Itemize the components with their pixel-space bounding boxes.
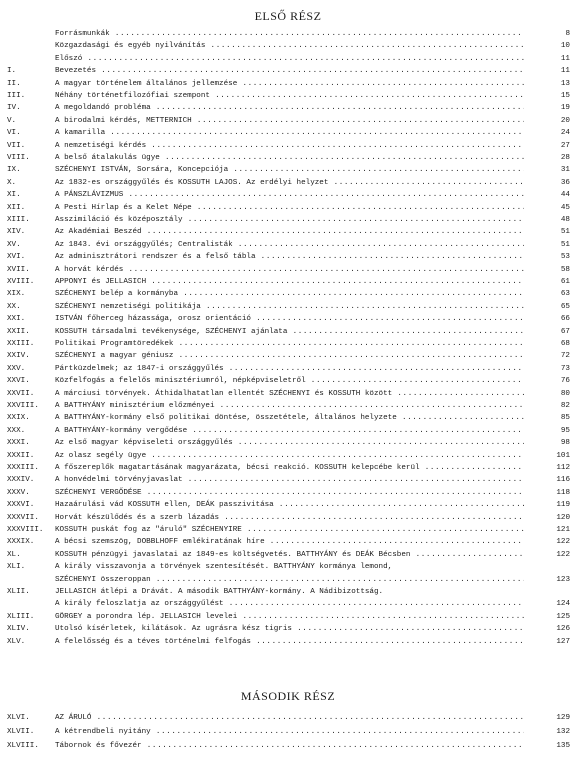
toc-entry-number: XXXIII. xyxy=(7,464,39,472)
toc-entry-title: A magyar történelem általános jellemzése ..... xyxy=(55,78,524,90)
toc-entry-page: 120 xyxy=(530,512,570,524)
toc-entry xyxy=(0,512,576,524)
toc-entry-page: 11 xyxy=(530,53,570,65)
toc-entry-number: XIV. xyxy=(7,228,26,237)
toc-entry-page: 51 xyxy=(530,226,570,238)
toc-entry xyxy=(0,712,576,724)
toc-entry xyxy=(0,239,576,251)
toc-entry-title: Az olasz segély ügye ..... xyxy=(55,450,524,462)
toc-entry-number: XXIV. xyxy=(7,352,30,361)
toc-entry xyxy=(0,276,576,288)
toc-entry-page: 122 xyxy=(530,549,570,561)
toc-entry-number: XLII. xyxy=(7,588,30,596)
toc-entry-title: KOSSUTH pénzügyi javaslatai az 1849-es költségvetés. BATTHYÁNY és DEÁK Bécsben ..... xyxy=(55,549,524,561)
toc-entry-page: 66 xyxy=(530,313,570,325)
toc-entry xyxy=(0,350,576,362)
toc-entry-title: SZÉCHENYI VERGŐDÉSE ..... xyxy=(55,487,524,499)
toc-entry xyxy=(0,474,576,486)
toc-entry-number: XXX. xyxy=(7,426,26,435)
toc-entry xyxy=(0,177,576,189)
toc-entry-title: A felelősség és a téves történelmi felfogás ..... xyxy=(55,636,524,648)
toc-entry-page: 13 xyxy=(530,78,570,90)
toc-entry-title: GÖRGEY a porondra lép. JELLASICH levelei ..... xyxy=(55,611,524,623)
toc-entry xyxy=(0,487,576,499)
toc-entry-title: KOSSUTH társadalmi tevékenysége, SZÉCHENYI ajánlata ..... xyxy=(55,326,524,338)
toc-entry-number: XXII. xyxy=(7,327,30,336)
toc-entry-number: XXXIX. xyxy=(7,538,35,547)
toc-entry-title: A honvédelmi törvényjavaslat ..... xyxy=(55,474,524,486)
toc-entry-title: A BATTHYÁNY-kormány első politikai döntése, összetétele, általános helyzete ..... xyxy=(55,412,524,424)
toc-entry-page: 116 xyxy=(530,474,570,486)
toc-entry xyxy=(0,326,576,338)
toc-entry-page: 48 xyxy=(530,214,570,226)
toc-entry xyxy=(0,53,576,65)
toc-entry-page: 135 xyxy=(530,740,570,752)
toc-entry-number: XVI. xyxy=(7,253,26,262)
toc-entry xyxy=(0,623,576,635)
toc-entry-number: XLVIII. xyxy=(7,742,39,750)
toc-entry xyxy=(0,586,576,598)
toc-entry-title: A király visszavonja a törvények szentesítését. BATTHYÁNY kormánya lemond, xyxy=(55,563,393,572)
toc-entry xyxy=(0,28,576,40)
toc-entry-number: XXXIV. xyxy=(7,476,35,485)
part-two-title: MÁSODIK RÉSZ xyxy=(240,689,336,703)
toc-entry-number: I. xyxy=(7,67,17,76)
toc-entry-page: 67 xyxy=(530,326,570,338)
toc-entry xyxy=(0,152,576,164)
toc-entry-number: XXIX. xyxy=(7,414,30,423)
toc-entry-page: 118 xyxy=(530,487,570,499)
toc-entry-title: Az 1832-es országgyűlés és KOSSUTH LAJOS. Az erdélyi helyzet ..... xyxy=(55,177,524,189)
toc-entry-page: 125 xyxy=(530,611,570,623)
toc-entry-number: II. xyxy=(7,79,21,88)
toc-entry xyxy=(0,40,576,52)
toc-entry-page: 95 xyxy=(530,425,570,437)
toc-entry-page: 63 xyxy=(530,288,570,300)
toc-entry-page: 15 xyxy=(530,90,570,102)
toc-entry-title: SZÉCHENYI ISTVÁN, Sorsára, Koncepciója ..... xyxy=(55,164,524,176)
toc-entry-title: Az 1843. évi országgyűlés; Centralisták ..... xyxy=(55,239,524,251)
toc-entry xyxy=(0,65,576,77)
toc-entry xyxy=(0,574,576,586)
toc-entry-page: 8 xyxy=(530,28,570,40)
toc-entry-title: A horvát kérdés ..... xyxy=(55,264,524,276)
toc-entry-title: Közgazdasági és egyéb nyilvánítás ..... xyxy=(55,40,524,52)
toc-entry-title: APPONYI és JELLASICH ..... xyxy=(55,276,524,288)
toc-entry-number: XXXVII. xyxy=(7,513,39,522)
toc-entry-page: 76 xyxy=(530,375,570,387)
toc-entry xyxy=(0,264,576,276)
toc-entry-title: Előszó ..... xyxy=(55,53,524,65)
toc-entry-number: IV. xyxy=(7,104,21,113)
toc-entry-page: 51 xyxy=(530,239,570,251)
toc-entry-number: XXV. xyxy=(7,364,26,373)
toc-entry-title: A kamarilla ..... xyxy=(55,127,524,139)
toc-entry-page: 65 xyxy=(530,301,570,313)
toc-entry-number: X. xyxy=(7,178,17,187)
toc-entry-page: 80 xyxy=(530,388,570,400)
toc-entry xyxy=(0,189,576,201)
toc-entry-page: 61 xyxy=(530,276,570,288)
toc-entry xyxy=(0,202,576,214)
toc-entry xyxy=(0,740,576,752)
toc-entry xyxy=(0,226,576,238)
toc-entry xyxy=(0,536,576,548)
toc-entry xyxy=(0,425,576,437)
toc-entry xyxy=(0,524,576,536)
toc-entry-page: 124 xyxy=(530,598,570,610)
toc-entry xyxy=(0,549,576,561)
toc-entry-page: 44 xyxy=(530,189,570,201)
toc-entry xyxy=(0,450,576,462)
toc-entry-title: ISTVÁN főherceg házassága, orosz orientáció ..... xyxy=(55,313,524,325)
toc-entry-number: IX. xyxy=(7,166,21,175)
toc-entry-number: XXVIII. xyxy=(7,402,39,410)
toc-entry-title: A kétrendbeli nyitány ..... xyxy=(55,726,524,738)
toc-entry-number: XLVI. xyxy=(7,714,30,722)
toc-entry-title: JELLASICH átlépi a Drávát. A második BATTHYÁNY-kormány. A Nádibizottság. xyxy=(55,588,384,596)
toc-entry xyxy=(0,412,576,424)
toc-entry-page: 11 xyxy=(530,65,570,77)
toc-entry-title: Közfelfogás a felelős minisztériumról, népképviseletről ..... xyxy=(55,375,524,387)
toc-entry-page: 36 xyxy=(530,177,570,189)
toc-entry-number: XVII. xyxy=(7,265,30,274)
toc-entry-number: XXVII. xyxy=(7,389,35,398)
toc-entry xyxy=(0,598,576,610)
toc-entry-number: XXXV. xyxy=(7,488,30,497)
toc-entry xyxy=(0,90,576,102)
toc-entry-page: 119 xyxy=(530,499,570,511)
toc-entry-number: VIII. xyxy=(7,154,30,162)
toc-entry-title: A birodalmi kérdés, METTERNICH ..... xyxy=(55,115,524,127)
toc-entry-page: 98 xyxy=(530,437,570,449)
toc-entry-title: A márciusi törvények. Áthidalhatatlan ellentét SZÉCHENYI és KOSSUTH között ..... xyxy=(55,388,524,400)
toc-entry-number: XXXVIII. xyxy=(7,526,44,534)
toc-entry-title: AZ ÁRULÓ ..... xyxy=(55,712,524,724)
toc-entry xyxy=(0,726,576,738)
toc-entry-page: 112 xyxy=(530,462,570,474)
toc-entry-title: Asszimiláció és középosztály ..... xyxy=(55,214,524,226)
toc-entry xyxy=(0,388,576,400)
toc-entry-title: A király feloszlatja az országgyűlést ..... xyxy=(55,598,524,610)
toc-entry-page: 68 xyxy=(530,338,570,350)
toc-entry xyxy=(0,288,576,300)
toc-entry-number: VII. xyxy=(7,141,26,150)
toc-entry xyxy=(0,214,576,226)
toc-entry-number: XLI. xyxy=(7,563,26,572)
toc-entry xyxy=(0,313,576,325)
toc-entry-page: 31 xyxy=(530,164,570,176)
toc-entry xyxy=(0,561,576,573)
toc-entry-title: SZÉCHENYI nemzetiségi politikája ..... xyxy=(55,301,524,313)
toc-entry-number: VI. xyxy=(7,129,21,138)
toc-entry xyxy=(0,78,576,90)
toc-entry-title: Néhány történetfilozófiai szempont ..... xyxy=(55,90,524,102)
toc-entry-title: SZÉCHENYI összeroppan ..... xyxy=(55,574,524,586)
toc-entry-title: A nemzetiségi kérdés ..... xyxy=(55,140,524,152)
toc-entry-number: XXVI. xyxy=(7,377,30,386)
toc-entry-title: A megoldandó probléma ..... xyxy=(55,102,524,114)
toc-entry-title: Az Akadémiai Beszéd ..... xyxy=(55,226,524,238)
toc-entry xyxy=(0,636,576,648)
toc-entry-number: XVIII. xyxy=(7,278,35,286)
toc-entry-number: XII. xyxy=(7,203,26,212)
toc-entry xyxy=(0,164,576,176)
toc-entry-title: Utolsó kísérletek, kilátások. Az ugrásra kész tigris ..... xyxy=(55,623,524,635)
toc-entry xyxy=(0,499,576,511)
toc-entry-page: 121 xyxy=(530,524,570,536)
toc-entry-title: A főszereplők magatartásának magyarázata, bécsi reakció. KOSSUTH kelepcébe kerül ..... xyxy=(55,462,524,474)
toc-entry-page: 129 xyxy=(530,712,570,724)
toc-entry-title: Horvát készülődés és a szerb lázadás ..... xyxy=(55,512,524,524)
toc-entry-number: III. xyxy=(7,92,26,100)
toc-entry xyxy=(0,102,576,114)
toc-entry-page: 10 xyxy=(530,40,570,52)
toc-entry-title: A PÁNSZLÁVIZMUS ..... xyxy=(55,189,524,201)
toc-entry-title: KOSSUTH puskát fog az "áruló" SZÉCHENYIRE ..... xyxy=(55,524,524,536)
toc-entry-title: Politikai Programtöredékek ..... xyxy=(55,338,524,350)
toc-entry-title: SZÉCHENYI a magyar géniusz ..... xyxy=(55,350,524,362)
toc-entry-page: 123 xyxy=(530,574,570,586)
toc-entry xyxy=(0,437,576,449)
toc-entry-number: XLIII. xyxy=(7,612,35,621)
toc-entry-page: 58 xyxy=(530,264,570,276)
toc-entry-title: Hazaárulási vád KOSSUTH ellen, DEÁK passzivitása ..... xyxy=(55,499,524,511)
toc-entry xyxy=(0,363,576,375)
toc-entry-page: 82 xyxy=(530,400,570,412)
toc-entry xyxy=(0,338,576,350)
toc-entry-number: XLIV. xyxy=(7,625,30,634)
toc-entry-page: 126 xyxy=(530,623,570,635)
toc-entry-number: XIII. xyxy=(7,216,30,224)
toc-entry-number: XLVII. xyxy=(7,728,35,736)
toc-entry-number: XXXVI. xyxy=(7,501,35,510)
toc-entry-title: A Pesti Hírlap és a Kelet Népe ..... xyxy=(55,202,524,214)
toc-entry-number: XXI. xyxy=(7,315,26,324)
toc-entry-page: 27 xyxy=(530,140,570,152)
toc-entry-page: 45 xyxy=(530,202,570,214)
toc-entry xyxy=(0,301,576,313)
toc-entry-page: 19 xyxy=(530,102,570,114)
toc-entry-number: XXXI. xyxy=(7,439,30,448)
toc-entry-page: 122 xyxy=(530,536,570,548)
toc-entry-number: XLV. xyxy=(7,637,26,646)
toc-entry-number: XXIII. xyxy=(7,340,35,348)
toc-entry xyxy=(0,140,576,152)
toc-entry xyxy=(0,375,576,387)
toc-entry-title: A bécsi szemszög, DOBBLHOFF emlékiratának híre ..... xyxy=(55,536,524,548)
toc-entry-title: A BATTHYÁNY-kormány vergődése ..... xyxy=(55,425,524,437)
toc-entry-title: Az adminisztrátori rendszer és a felső tábla ..... xyxy=(55,251,524,263)
toc-entry xyxy=(0,127,576,139)
toc-entry xyxy=(0,400,576,412)
toc-entry-title: Pártküzdelmek; az 1847-i országgyűlés ..... xyxy=(55,363,524,375)
toc-entry-page: 28 xyxy=(530,152,570,164)
toc-entry xyxy=(0,611,576,623)
toc-entry-number: XV. xyxy=(7,240,21,249)
toc-entry-page: 73 xyxy=(530,363,570,375)
toc-entry-page: 72 xyxy=(530,350,570,362)
toc-entry-title: Bevezetés ..... xyxy=(55,65,524,77)
toc-entry-number: XL. xyxy=(7,550,21,559)
toc-entry-page: 20 xyxy=(530,115,570,127)
toc-entry-number: XIX. xyxy=(7,290,26,299)
toc-entry-page: 85 xyxy=(530,412,570,424)
toc-entry-page: 53 xyxy=(530,251,570,263)
toc-entry-page: 24 xyxy=(530,127,570,139)
toc-entry xyxy=(0,462,576,474)
part-one-title: ELSŐ RÉSZ xyxy=(254,9,322,23)
toc-entry-number: V. xyxy=(7,116,17,125)
toc-entry-page: 127 xyxy=(530,636,570,648)
toc-entry-number: XI. xyxy=(7,191,21,200)
toc-entry-title: SZÉCHENYI belép a kormányba ..... xyxy=(55,288,524,300)
toc-entry xyxy=(0,115,576,127)
toc-entry xyxy=(0,251,576,263)
toc-entry-number: XX. xyxy=(7,302,21,311)
toc-entry-title: A belső átalakulás ügye ..... xyxy=(55,152,524,164)
toc-entry-title: Tábornok és fővezér ..... xyxy=(55,740,524,752)
toc-entry-title: Az első magyar képviseleti országgyűlés ..... xyxy=(55,437,524,449)
toc-entry-title: A BATTHYÁNY minisztérium előzményei ..... xyxy=(55,400,524,412)
toc-entry-page: 101 xyxy=(530,450,570,462)
toc-entry-title: Forrásmunkák ..... xyxy=(55,28,524,40)
toc-entry-number: XXXII. xyxy=(7,451,35,460)
toc-entry-page: 132 xyxy=(530,726,570,738)
